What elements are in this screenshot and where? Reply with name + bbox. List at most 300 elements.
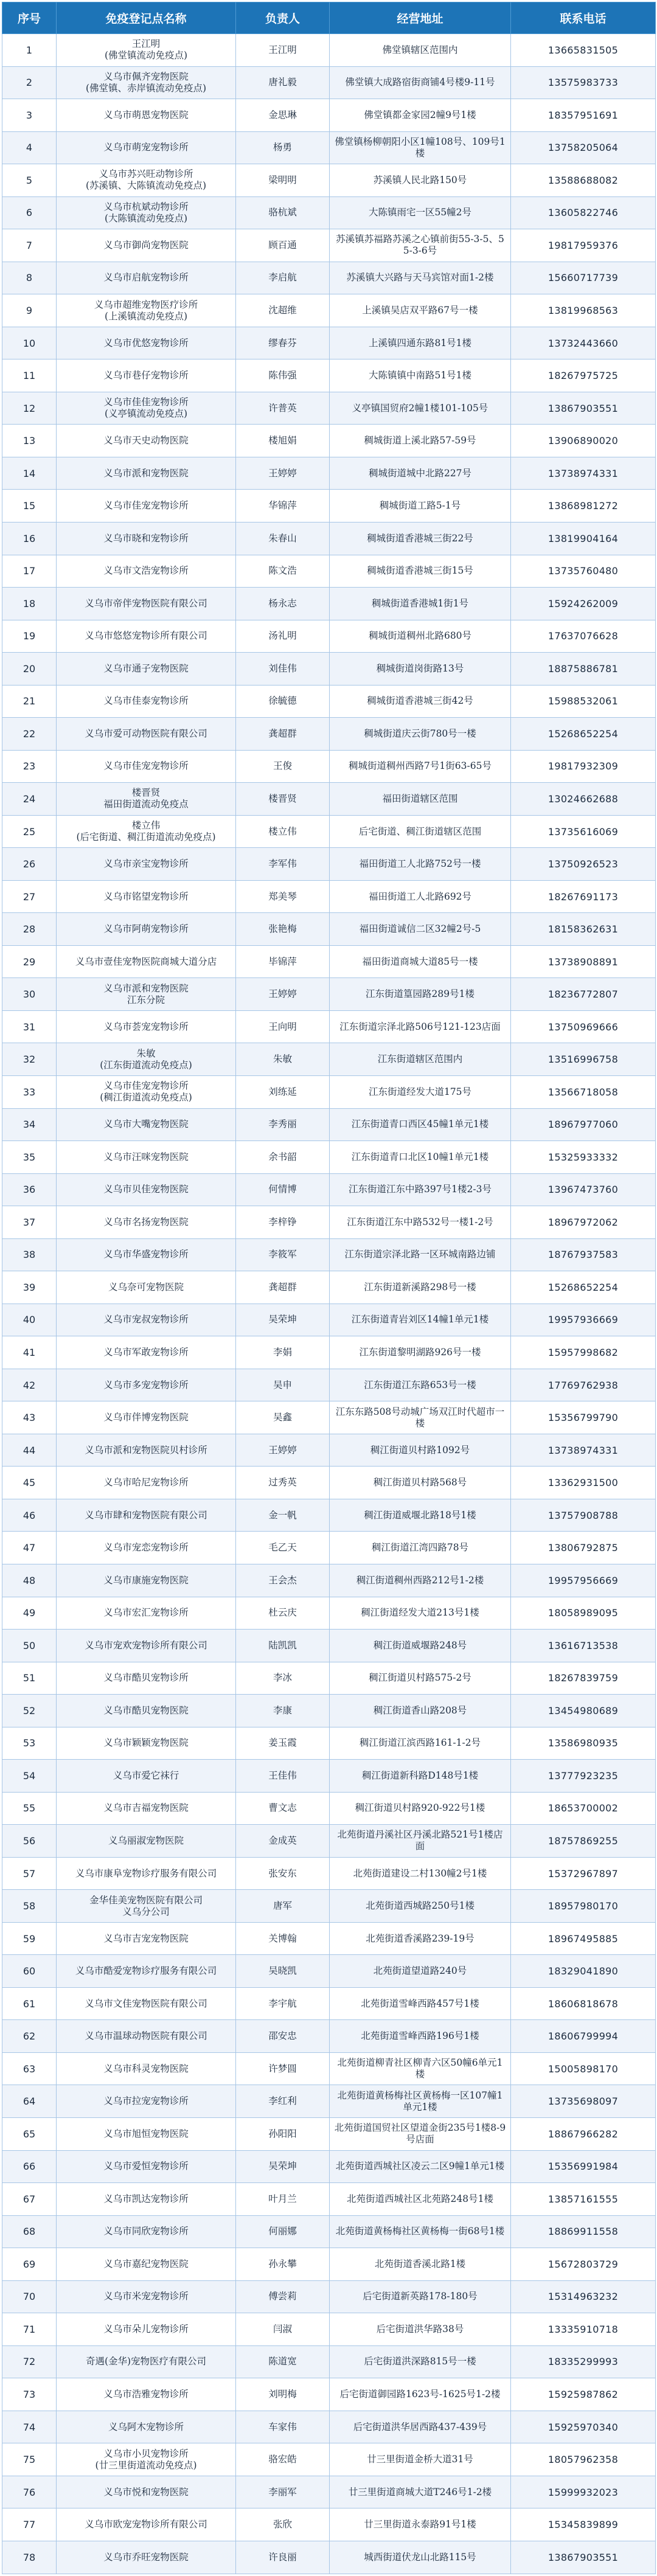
table-row [2,880,656,913]
cell-site-name: 义乌市文浩宠物诊所 [57,555,236,588]
table-row [2,2150,656,2183]
cell-site-name: 义乌市悠悠宠物诊所有限公司 [57,620,236,653]
cell-address: 稠城街道庆云街780号一楼 [330,718,511,751]
cell-site-name: 义乌市佩齐宠物医院 (佛堂镇、赤岸镇流动免疫点) [57,66,236,99]
cell-address: 稠江街道江湾四路78号 [330,1532,511,1564]
cell-phone: 19957956669 [511,1564,656,1597]
cell-index: 49 [2,1597,57,1630]
cell-address: 大陈镇雨宅一区55幢2号 [330,196,511,229]
cell-phone: 13588688082 [511,164,656,197]
cell-phone: 13819968563 [511,294,656,327]
cell-index: 60 [2,1955,57,1988]
cell-address: 江东街道青口北区10幢1单元1楼 [330,1141,511,1174]
cell-site-name: 义乌市派和宠物医院贝村诊所 [57,1434,236,1467]
cell-index: 18 [2,588,57,620]
table-row [2,1727,656,1760]
cell-site-name: 王江明 (佛堂镇流动免疫点) [57,34,236,67]
cell-person-in-charge: 王婷婷 [236,978,330,1011]
cell-index: 26 [2,848,57,881]
cell-site-name: 义乌市萌恩宠物医院 [57,99,236,132]
table-row [2,1630,656,1662]
cell-phone: 13516996758 [511,1043,656,1076]
table-row [2,1206,656,1239]
cell-site-name: 义乌市嘉纪宠物医院 [57,2248,236,2281]
table-row [2,2541,656,2574]
cell-site-name: 义乌市康施宠物医院 [57,1564,236,1597]
cell-person-in-charge: 杜云庆 [236,1597,330,1630]
cell-phone: 13867903551 [511,392,656,425]
header-site-name: 免疫登记点名称 [57,2,236,34]
cell-phone: 18057962358 [511,2443,656,2476]
cell-index: 12 [2,392,57,425]
cell-index: 11 [2,359,57,392]
cell-index: 39 [2,1271,57,1304]
cell-person-in-charge: 徐毓德 [236,685,330,718]
cell-phone: 18606799994 [511,2020,656,2053]
cell-index: 35 [2,1141,57,1174]
cell-index: 21 [2,685,57,718]
cell-index: 3 [2,99,57,132]
cell-phone: 18653700002 [511,1792,656,1825]
cell-index: 74 [2,2411,57,2443]
cell-index: 43 [2,1401,57,1434]
table-row [2,555,656,588]
header-row [2,2,656,34]
cell-person-in-charge: 李梓铮 [236,1206,330,1239]
table-row [2,2052,656,2085]
cell-person-in-charge: 金一帆 [236,1499,330,1532]
cell-address: 苏溪镇苏福路苏溪之心镇前街55-3-5、55-3-6号 [330,229,511,262]
cell-person-in-charge: 王会杰 [236,1564,330,1597]
header-index: 序号 [2,2,57,34]
cell-index: 78 [2,2541,57,2574]
table-row [2,294,656,327]
cell-index: 50 [2,1630,57,1662]
cell-address: 江东街道经发大道175号 [330,1076,511,1109]
table-row [2,2183,656,2216]
cell-site-name: 义乌丽淑宠物医院 [57,1825,236,1858]
cell-site-name: 义乌市吉福宠物医院 [57,1792,236,1825]
table-row [2,490,656,522]
cell-phone: 18606818678 [511,1987,656,2020]
cell-site-name: 义乌市佳泰宠物诊所 [57,685,236,718]
cell-address: 稠城街道工路5-1号 [330,490,511,522]
cell-phone: 18329041890 [511,1955,656,1988]
cell-person-in-charge: 李启航 [236,262,330,294]
cell-address: 北苑街道丹溪社区丹溪北路521号1楼店面 [330,1825,511,1858]
table-row [2,718,656,751]
cell-index: 13 [2,425,57,457]
table-row [2,815,656,848]
cell-site-name: 金华佳美宠物医院有限公司 义乌分公司 [57,1890,236,1923]
cell-person-in-charge: 陆凯凯 [236,1630,330,1662]
cell-person-in-charge: 叶月兰 [236,2183,330,2216]
cell-site-name: 义乌市伴博宠物医院 [57,1401,236,1434]
table-row [2,1499,656,1532]
cell-phone: 13819904164 [511,522,656,555]
table-row [2,2215,656,2248]
cell-site-name: 义乌市佳宠宠物诊所 [57,750,236,783]
cell-address: 稠城街道岗街路13号 [330,653,511,686]
cell-index: 65 [2,2118,57,2151]
cell-person-in-charge: 王佳伟 [236,1760,330,1793]
cell-index: 53 [2,1727,57,1760]
cell-phone: 13732443660 [511,327,656,359]
cell-index: 76 [2,2476,57,2508]
cell-site-name: 义乌市通子宠物医院 [57,653,236,686]
cell-person-in-charge: 许普英 [236,392,330,425]
cell-phone: 18267839759 [511,1662,656,1695]
cell-index: 1 [2,34,57,67]
cell-person-in-charge: 刘明梅 [236,2378,330,2411]
cell-site-name: 义乌市御尚宠物医院 [57,229,236,262]
cell-site-name: 义乌市苏兴旺动物诊所 (苏溪镇、大陈镇流动免疫点) [57,164,236,197]
cell-site-name: 义乌市欧宠宠物诊所有限公司 [57,2508,236,2541]
table-row [2,1369,656,1401]
cell-address: 北苑街道雪峰西路196号1楼 [330,2020,511,2053]
cell-site-name: 义乌市小贝宠物诊所 (廿三里街道流动免疫点) [57,2443,236,2476]
cell-person-in-charge: 吴荣坤 [236,2150,330,2183]
cell-phone: 15988532061 [511,685,656,718]
cell-address: 后宅街道洪华路38号 [330,2313,511,2346]
cell-index: 9 [2,294,57,327]
table-row [2,750,656,783]
table-row [2,522,656,555]
cell-address: 苏溪镇人民北路150号 [330,164,511,197]
cell-phone: 13758205064 [511,131,656,164]
cell-phone: 15268652254 [511,718,656,751]
cell-address: 稠城街道香港城三街42号 [330,685,511,718]
cell-address: 稠城街道上溪北路57-59号 [330,425,511,457]
cell-person-in-charge: 楼旭娟 [236,425,330,457]
cell-address: 江东街道篁园路289号1楼 [330,978,511,1011]
cell-phone: 13665831505 [511,34,656,67]
cell-phone: 13738974331 [511,1434,656,1467]
cell-person-in-charge: 刘练延 [236,1076,330,1109]
table-row [2,164,656,197]
cell-index: 32 [2,1043,57,1076]
cell-phone: 18335299993 [511,2345,656,2378]
cell-phone: 18357951691 [511,99,656,132]
table-row [2,1825,656,1858]
cell-site-name: 义乌市酷爱宠物诊疗服务有限公司 [57,1955,236,1988]
cell-person-in-charge: 陈道宽 [236,2345,330,2378]
cell-phone: 13967473760 [511,1173,656,1206]
cell-site-name: 楼立伟 (后宅街道、稠江街道流动免疫点) [57,815,236,848]
table-row [2,2248,656,2281]
cell-address: 福田街道商城大道85号一楼 [330,945,511,978]
cell-person-in-charge: 王江明 [236,34,330,67]
cell-index: 27 [2,880,57,913]
cell-phone: 19817932309 [511,750,656,783]
cell-person-in-charge: 吴申 [236,1369,330,1401]
cell-site-name: 义乌市米宠宠物诊所 [57,2280,236,2313]
cell-index: 31 [2,1010,57,1043]
cell-site-name: 奇遇(金华)宠物医疗有限公司 [57,2345,236,2378]
cell-site-name: 义乌市乔旺宠物医院 [57,2541,236,2574]
cell-index: 14 [2,457,57,490]
cell-site-name: 义乌市肆和宠物医院有限公司 [57,1499,236,1532]
cell-address: 大陈镇镇中南路51号1楼 [330,359,511,392]
cell-address: 北苑街道建设二村130幢2号1楼 [330,1857,511,1890]
cell-phone: 18058989095 [511,1597,656,1630]
cell-index: 77 [2,2508,57,2541]
cell-site-name: 义乌市凯达宠物诊所 [57,2183,236,2216]
cell-address: 江东街道青口西区45幢1单元1楼 [330,1108,511,1141]
table-row [2,588,656,620]
cell-site-name: 义乌市多宠宠物诊所 [57,1369,236,1401]
cell-address: 北苑街道香溪北路1楼 [330,2248,511,2281]
cell-site-name: 义乌市宠叔宠物诊所 [57,1304,236,1336]
cell-phone: 19957936669 [511,1304,656,1336]
cell-site-name: 义乌市同欣宠物诊所 [57,2215,236,2248]
cell-address: 廿三里街道永泰路91号1楼 [330,2508,511,2541]
table-row [2,1467,656,1499]
cell-site-name: 义乌市大嘴宠物医院 [57,1108,236,1141]
cell-site-name: 义乌市酷贝宠物医院 [57,1695,236,1727]
table-row [2,229,656,262]
cell-site-name: 义乌市杭斌动物诊所 (大陈镇流动免疫点) [57,196,236,229]
cell-site-name: 义乌市萌宠宠物诊所 [57,131,236,164]
cell-index: 71 [2,2313,57,2346]
cell-person-in-charge: 关博翰 [236,1922,330,1955]
cell-address: 城西街道伏龙山北路115号 [330,2541,511,2574]
cell-address: 佛堂镇都金家园2幢9号1楼 [330,99,511,132]
table-row [2,1597,656,1630]
cell-address: 稠江街道新科路D148号1楼 [330,1760,511,1793]
cell-address: 稠江街道经发大道213号1楼 [330,1597,511,1630]
cell-address: 北苑街道望道路240号 [330,1955,511,1988]
cell-phone: 13335910718 [511,2313,656,2346]
cell-phone: 13738908891 [511,945,656,978]
table-row [2,2443,656,2476]
cell-person-in-charge: 许良丽 [236,2541,330,2574]
cell-index: 23 [2,750,57,783]
table-row [2,2508,656,2541]
cell-site-name: 义乌市派和宠物医院 江东分院 [57,978,236,1011]
table-row [2,425,656,457]
cell-phone: 18267975725 [511,359,656,392]
table-row [2,1010,656,1043]
table-row [2,1401,656,1434]
cell-site-name: 义乌市康阜宠物诊疗服务有限公司 [57,1857,236,1890]
cell-phone: 18869911558 [511,2215,656,2248]
cell-site-name: 义乌市吉宠宠物医院 [57,1922,236,1955]
cell-index: 51 [2,1662,57,1695]
table-row [2,2313,656,2346]
cell-person-in-charge: 梁明明 [236,164,330,197]
table-row [2,2280,656,2313]
cell-address: 北苑街道柳青社区柳青六区50幢6单元1楼 [330,2052,511,2085]
cell-phone: 18967972062 [511,1206,656,1239]
table-row [2,913,656,946]
cell-index: 20 [2,653,57,686]
cell-person-in-charge: 曹文志 [236,1792,330,1825]
cell-address: 北苑街道黄杨梅社区黄杨梅一区107幢1单元1楼 [330,2085,511,2118]
cell-phone: 15268652254 [511,1271,656,1304]
cell-phone: 13586980935 [511,1727,656,1760]
cell-site-name: 义乌市华盛宠物诊所 [57,1238,236,1271]
cell-phone: 13857161555 [511,2183,656,2216]
cell-person-in-charge: 孙阳阳 [236,2118,330,2151]
cell-person-in-charge: 唐礼毅 [236,66,330,99]
table-row [2,1890,656,1923]
cell-index: 8 [2,262,57,294]
cell-phone: 13024662688 [511,783,656,816]
cell-person-in-charge: 王向明 [236,1010,330,1043]
cell-person-in-charge: 骆宏皓 [236,2443,330,2476]
cell-person-in-charge: 李秀丽 [236,1108,330,1141]
cell-phone: 13616713538 [511,1630,656,1662]
cell-person-in-charge: 张欣 [236,2508,330,2541]
cell-phone: 13806792875 [511,1532,656,1564]
table-row [2,196,656,229]
cell-index: 62 [2,2020,57,2053]
table-row [2,848,656,881]
cell-site-name: 义乌市亲宝宠物诊所 [57,848,236,881]
cell-person-in-charge: 龚超群 [236,718,330,751]
cell-site-name: 义乌市拉宠宠物诊所 [57,2085,236,2118]
cell-phone: 13906890020 [511,425,656,457]
cell-phone: 15924262009 [511,588,656,620]
header-address: 经营地址 [330,2,511,34]
cell-site-name: 义乌市佳佳宠物诊所 (义亭镇流动免疫点) [57,392,236,425]
cell-person-in-charge: 李丽军 [236,2476,330,2508]
cell-person-in-charge: 骆杭斌 [236,196,330,229]
cell-address: 稠江街道威堰路248号 [330,1630,511,1662]
cell-site-name: 义乌阿木宠物诊所 [57,2411,236,2443]
table-row [2,653,656,686]
cell-address: 上溪镇四通东路81号1楼 [330,327,511,359]
cell-address: 稠江街道稠州西路212号1-2楼 [330,1564,511,1597]
cell-site-name: 义乌市阿萌宠物诊所 [57,913,236,946]
table-row [2,1857,656,1890]
cell-site-name: 义乌市佳宠宠物诊所 (稠江街道流动免疫点) [57,1076,236,1109]
cell-address: 北苑街道西城社区北苑路248号1楼 [330,2183,511,2216]
cell-site-name: 义乌市优悠宠物诊所 [57,327,236,359]
cell-address: 稠城街道稠州北路680号 [330,620,511,653]
table-row [2,34,656,67]
cell-index: 25 [2,815,57,848]
cell-phone: 13735698097 [511,2085,656,2118]
cell-person-in-charge: 华锦萍 [236,490,330,522]
table-row [2,685,656,718]
cell-phone: 19817959376 [511,229,656,262]
cell-index: 19 [2,620,57,653]
table-row [2,1304,656,1336]
cell-site-name: 义乌市科灵宠物医院 [57,2052,236,2085]
cell-phone: 17637076628 [511,620,656,653]
cell-phone: 15999932023 [511,2476,656,2508]
cell-site-name: 义乌市帝伴宠物医院有限公司 [57,588,236,620]
cell-person-in-charge: 沈超维 [236,294,330,327]
cell-address: 稠江街道香山路208号 [330,1695,511,1727]
cell-index: 46 [2,1499,57,1532]
cell-site-name: 义乌市佳宠宠物诊所 [57,490,236,522]
cell-person-in-charge: 王婷婷 [236,457,330,490]
cell-site-name: 义乌市文佳宠物医院有限公司 [57,1987,236,2020]
cell-address: 稠城街道城中北路227号 [330,457,511,490]
cell-index: 6 [2,196,57,229]
cell-address: 江东东路508号动城广场双江时代超市一楼 [330,1401,511,1434]
cell-address: 稠城街道稠州西路7号1街63-65号 [330,750,511,783]
cell-address: 福田街道工人北路752号一楼 [330,848,511,881]
cell-address: 佛堂镇杨柳朝阳小区1幢108号、109号1楼 [330,131,511,164]
cell-address: 北苑街道国贸社区望道金街235号1楼8-9号店面 [330,2118,511,2151]
cell-person-in-charge: 张艳梅 [236,913,330,946]
cell-phone: 15672803729 [511,2248,656,2281]
cell-index: 38 [2,1238,57,1271]
table-row [2,1922,656,1955]
cell-address: 稠城街道香港城1街1号 [330,588,511,620]
cell-person-in-charge: 汤礼明 [236,620,330,653]
cell-index: 67 [2,2183,57,2216]
table-row [2,1987,656,2020]
table-row [2,327,656,359]
cell-address: 北苑街道西城路250号1楼 [330,1890,511,1923]
cell-address: 北苑街道黄杨梅社区黄杨梅一街68号1楼 [330,2215,511,2248]
table-row [2,1141,656,1174]
table-row [2,1792,656,1825]
table-row [2,2118,656,2151]
cell-phone: 13777923235 [511,1760,656,1793]
cell-phone: 13605822746 [511,196,656,229]
cell-index: 69 [2,2248,57,2281]
cell-address: 稠江街道威堰北路18号1楼 [330,1499,511,1532]
table-row [2,66,656,99]
cell-index: 5 [2,164,57,197]
cell-index: 73 [2,2378,57,2411]
cell-address: 江东街道宗泽北路506号121-123店面 [330,1010,511,1043]
cell-address: 义亭镇国贸府2幢1楼101-105号 [330,392,511,425]
table-row [2,2345,656,2378]
cell-address: 稠江街道贝村路568号 [330,1467,511,1499]
cell-site-name: 义乌市哈尼宠物诊所 [57,1467,236,1499]
cell-person-in-charge: 毛乙天 [236,1532,330,1564]
table-row [2,1108,656,1141]
cell-person-in-charge: 龚超群 [236,1271,330,1304]
table-row [2,2411,656,2443]
table-row [2,392,656,425]
table-body [2,34,656,2574]
table-row [2,1076,656,1109]
cell-phone: 13868981272 [511,490,656,522]
table-row [2,1695,656,1727]
cell-site-name: 义乌市晓和宠物诊所 [57,522,236,555]
cell-index: 75 [2,2443,57,2476]
cell-person-in-charge: 车家伟 [236,2411,330,2443]
cell-address: 后宅街道洪华居西路437-439号 [330,2411,511,2443]
cell-index: 33 [2,1076,57,1109]
table-row [2,131,656,164]
table-row [2,1238,656,1271]
cell-phone: 13738974331 [511,457,656,490]
cell-person-in-charge: 张安东 [236,1857,330,1890]
cell-person-in-charge: 姜玉霞 [236,1727,330,1760]
cell-person-in-charge: 楼立伟 [236,815,330,848]
cell-person-in-charge: 李宇航 [236,1987,330,2020]
cell-index: 45 [2,1467,57,1499]
table-row [2,457,656,490]
cell-index: 68 [2,2215,57,2248]
table-row [2,1564,656,1597]
table-row [2,2476,656,2508]
cell-site-name: 义乌市浩雅宠物诊所 [57,2378,236,2411]
cell-address: 廿三里街道商城大道T246号1-2楼 [330,2476,511,2508]
table-row [2,1955,656,1988]
cell-address: 北苑街道雪峰西路457号1楼 [330,1987,511,2020]
cell-index: 22 [2,718,57,751]
